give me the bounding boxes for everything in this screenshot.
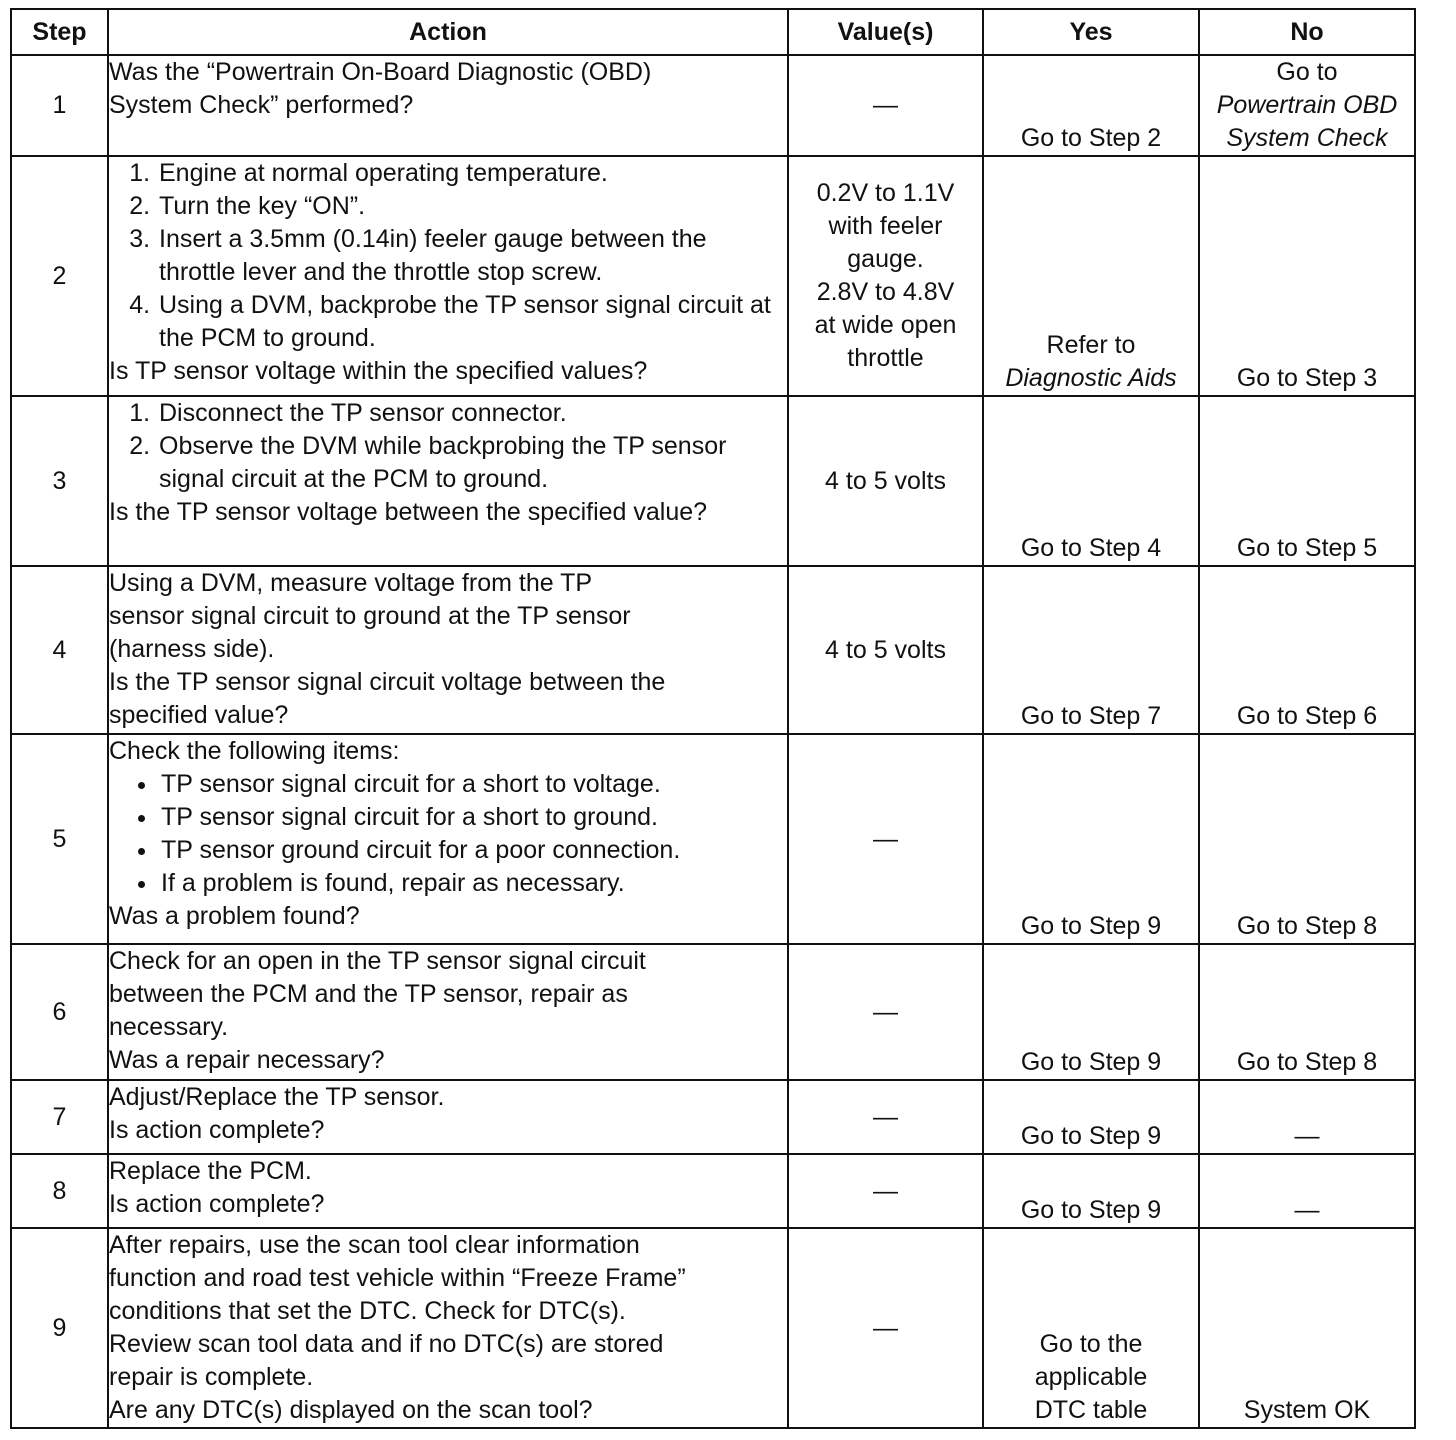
header-yes: Yes [983,9,1199,55]
action-check-item: • TP sensor signal circuit for a short to voltage. [159,768,787,801]
diagnostic-table [10,8,1416,1429]
table-row [11,566,1415,734]
value-text: — [873,1313,898,1342]
yes-cell [983,55,1199,156]
value-cell [788,396,983,566]
no-cell [1199,55,1415,156]
yes-text: Go to Step 9 [1020,1196,1162,1224]
yes-cell [983,396,1199,566]
value-text: 4 to 5 volts [825,635,946,664]
value-text: at wide open [814,311,957,339]
action-step: 1. Engine at normal operating temperature. [157,157,787,190]
no-text: Go to Step 5 [1236,534,1378,562]
action-cell [108,156,788,396]
table-row [11,1154,1415,1228]
action-step: 3. Insert a 3.5mm (0.14in) feeler gauge between the throttle lever and the throttle stop screw. [157,223,787,289]
action-steps [109,157,787,355]
step-number: 2 [11,156,108,396]
action-text: Using a DVM, measure voltage from the TP [109,569,593,597]
table-row [11,55,1415,156]
yes-text: Go to Step 9 [1020,1122,1162,1150]
yes-cell [983,1154,1199,1228]
yes-text: DTC table [1034,1396,1148,1424]
table-row [11,156,1415,396]
value-text: 2.8V to 4.8V [816,278,955,306]
value-text: throttle [847,344,924,372]
header-step: Step [11,9,108,55]
value-cell [788,1154,983,1228]
value-cell [788,1228,983,1428]
no-text: Go to [1276,58,1338,86]
value-text: — [873,997,898,1026]
step-number: 6 [11,944,108,1080]
yes-cell [983,734,1199,944]
value-cell [788,156,983,396]
yes-text: Go to Step 4 [1020,534,1162,562]
no-text: — [1294,1196,1320,1224]
action-step: 4. Using a DVM, backprobe the TP sensor signal circuit at the PCM to ground. [157,289,787,355]
yes-text: Go to Step 2 [1020,124,1162,152]
no-cell [1199,156,1415,396]
action-text: After repairs, use the scan tool clear information [109,1231,640,1259]
no-text: Go to Step 8 [1236,1048,1378,1076]
table-row [11,1080,1415,1154]
action-step: 2. Observe the DVM while backprobing the TP sensor signal circuit at the PCM to ground. [157,430,787,496]
action-cell [108,1154,788,1228]
table-row [11,734,1415,944]
header-no: No [1199,9,1415,55]
action-checklist [109,768,787,900]
action-steps [109,397,787,496]
action-text: sensor signal circuit to ground at the TP sensor [109,602,631,630]
no-reference: System Check [1226,124,1388,152]
step-number: 1 [11,55,108,156]
no-text: Go to Step 8 [1236,912,1378,940]
step-number: 3 [11,396,108,566]
value-text: 0.2V to 1.1V [816,179,955,207]
value-text: — [873,91,898,119]
action-question: Is the TP sensor voltage between the specified value? [109,498,708,526]
no-text: — [1294,1122,1320,1150]
step-number: 7 [11,1080,108,1154]
no-text: Go to Step 3 [1236,364,1378,392]
yes-text: Refer to [1046,331,1136,359]
action-check-item: • TP sensor ground circuit for a poor connection. [159,834,787,867]
yes-text: applicable [1034,1363,1148,1391]
action-text: Replace the PCM. [109,1157,312,1185]
action-question: Was a problem found? [109,902,360,930]
value-text: — [873,1102,898,1131]
value-cell [788,1080,983,1154]
action-text: specified value? [109,701,289,729]
yes-text: Go to Step 7 [1020,702,1162,730]
yes-cell [983,566,1199,734]
action-text: Is action complete? [109,1190,325,1218]
value-text: — [873,1176,898,1205]
action-text: necessary. [109,1013,229,1041]
action-cell [108,1228,788,1428]
yes-reference: Diagnostic Aids [1005,364,1177,392]
yes-text: Go to Step 9 [1020,1048,1162,1076]
action-text: System Check” performed? [109,91,414,119]
action-text: between the PCM and the TP sensor, repair as [109,980,628,1008]
yes-cell [983,156,1199,396]
value-text: with feeler [828,212,943,240]
action-check-item: • If a problem is found, repair as necessary. [159,867,787,900]
yes-cell [983,944,1199,1080]
action-step: 2. Turn the key “ON”. [157,190,787,223]
action-text: (harness side). [109,635,275,663]
action-text: Are any DTC(s) displayed on the scan tool? [109,1396,593,1424]
step-number: 8 [11,1154,108,1228]
action-cell [108,734,788,944]
action-text: Check the following items: [109,737,400,765]
value-cell [788,55,983,156]
value-cell [788,944,983,1080]
header-values: Value(s) [788,9,983,55]
no-cell [1199,734,1415,944]
action-text: repair is complete. [109,1363,314,1391]
step-number: 4 [11,566,108,734]
step-number: 5 [11,734,108,944]
yes-cell [983,1080,1199,1154]
action-text: Is the TP sensor signal circuit voltage between the [109,668,666,696]
no-cell [1199,1154,1415,1228]
action-text: Was a repair necessary? [109,1046,385,1074]
action-text: function and road test vehicle within “Freeze Frame” [109,1264,686,1292]
action-text: Adjust/Replace the TP sensor. [109,1083,445,1111]
value-cell [788,566,983,734]
action-text: Review scan tool data and if no DTC(s) are stored [109,1330,664,1358]
no-cell [1199,944,1415,1080]
action-text: Was the “Powertrain On-Board Diagnostic (OBD) [109,58,652,86]
table-row [11,1228,1415,1428]
yes-cell [983,1228,1199,1428]
table-row [11,396,1415,566]
no-reference: Powertrain OBD [1216,91,1398,119]
header-action: Action [108,9,788,55]
value-text: — [873,824,898,853]
header-row [11,9,1415,55]
action-text: conditions that set the DTC. Check for DTC(s). [109,1297,626,1325]
value-cell [788,734,983,944]
value-text: 4 to 5 volts [825,466,946,495]
no-text: System OK [1243,1396,1371,1424]
yes-text: Go to the [1039,1330,1143,1358]
no-cell [1199,1228,1415,1428]
no-cell [1199,396,1415,566]
action-text: Is action complete? [109,1116,325,1144]
yes-text: Go to Step 9 [1020,912,1162,940]
no-cell [1199,566,1415,734]
action-step: 1. Disconnect the TP sensor connector. [157,397,787,430]
action-cell [108,1080,788,1154]
action-cell [108,566,788,734]
action-cell [108,55,788,156]
step-number: 9 [11,1228,108,1428]
no-cell [1199,1080,1415,1154]
action-cell [108,396,788,566]
action-text: Check for an open in the TP sensor signal circuit [109,947,646,975]
value-text: gauge. [847,245,924,273]
table-row [11,944,1415,1080]
action-check-item: • TP sensor signal circuit for a short to ground. [159,801,787,834]
action-question: Is TP sensor voltage within the specified values? [109,357,648,385]
action-cell [108,944,788,1080]
no-text: Go to Step 6 [1236,702,1378,730]
